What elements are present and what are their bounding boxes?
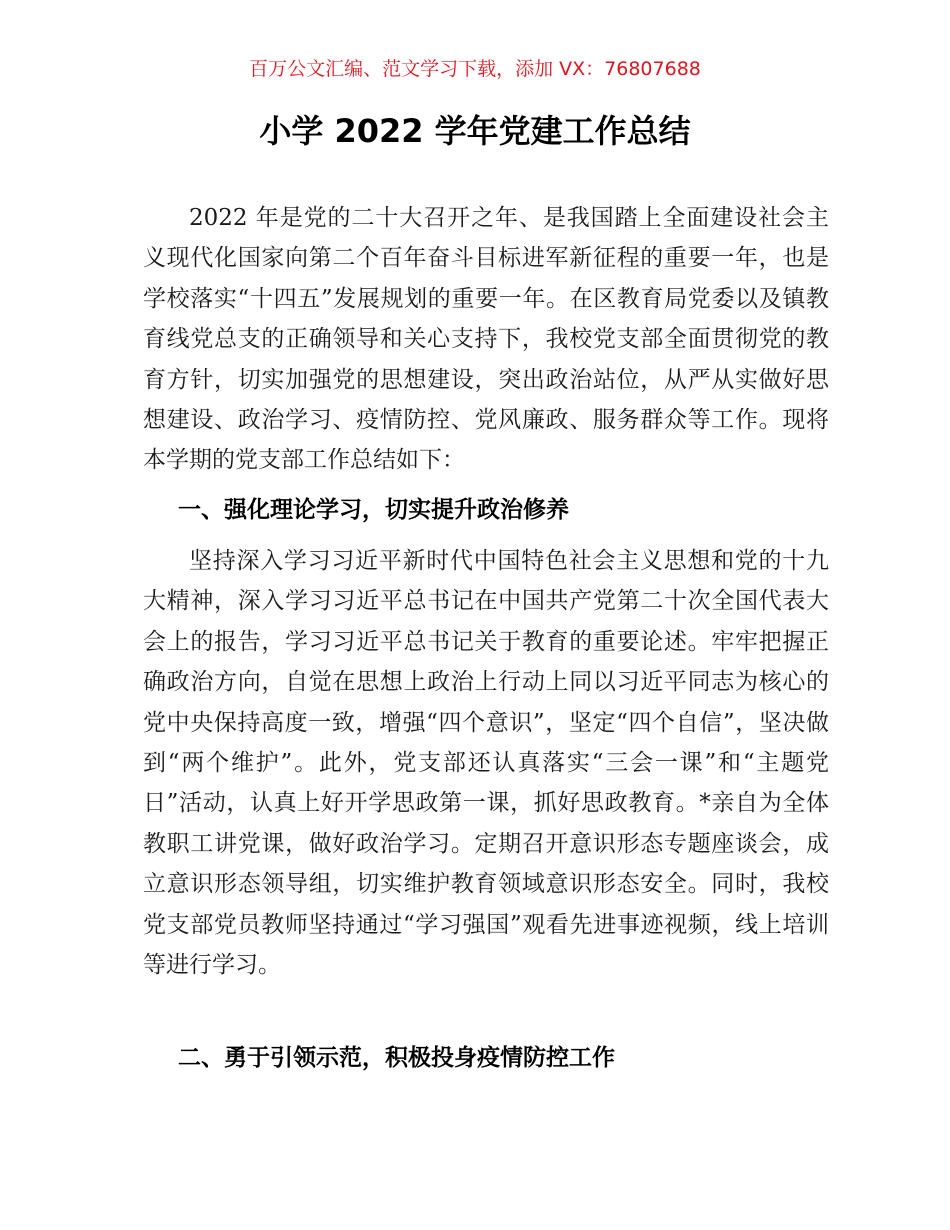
intro-paragraph: 2022 年是党的二十大召开之年、是我国踏上全面建设社会主义现代化国家向第二个百年奋斗目标进军新征程的重要一年，也是学校落实“十四五”发展规划的重要一年。在区教育局党委以及镇教育线党总支的正确领导和关心支持下，我校党支部全面贯彻党的教育方针，切实加强党的思想建设，突出政治站位，从严从实做好思想建设、政治学习、疫情防控、党风廉政、服务群众等工作。现将本学期的党支部工作总结如下： [143,205,829,474]
document-title: 小学 2022 学年党建工作总结 [259,112,691,150]
section-heading-1: 一、强化理论学习，切实提升政治修养 [178,497,569,523]
section-heading-2: 二、勇于引领示范，积极投身疫情防控工作 [178,1045,615,1071]
watermark-banner: 百万公文汇编、范文学习下载，添加 VX：76807688 [249,58,701,80]
section-paragraph-1: 坚持深入学习习近平新时代中国特色社会主义思想和党的十九大精神，深入学习习近平总书记在中国共产党第二十次全国代表大会上的报告，学习习近平总书记关于教育的重要论述。牢牢把握正确政治方向，自觉在思想上政治上行动上同以习近平同志为核心的党中央保持高度一致，增强“四个意识”，坚定“四个自信”，坚决做到“两个维护”。此外，党支部还认真落实“三会一课”和“主题党日”活动，认真上好开学思政第一课，抓好思政教育。*亲自为全体教职工讲党课，做好政治学习。定期召开意识形态专题座谈会，成立意识形态领导组，切实维护教育领域意识形态安全。同时，我校党支部党员教师坚持通过“学习强国”观看先进事迹视频，线上培训等进行学习。 [143,548,829,979]
